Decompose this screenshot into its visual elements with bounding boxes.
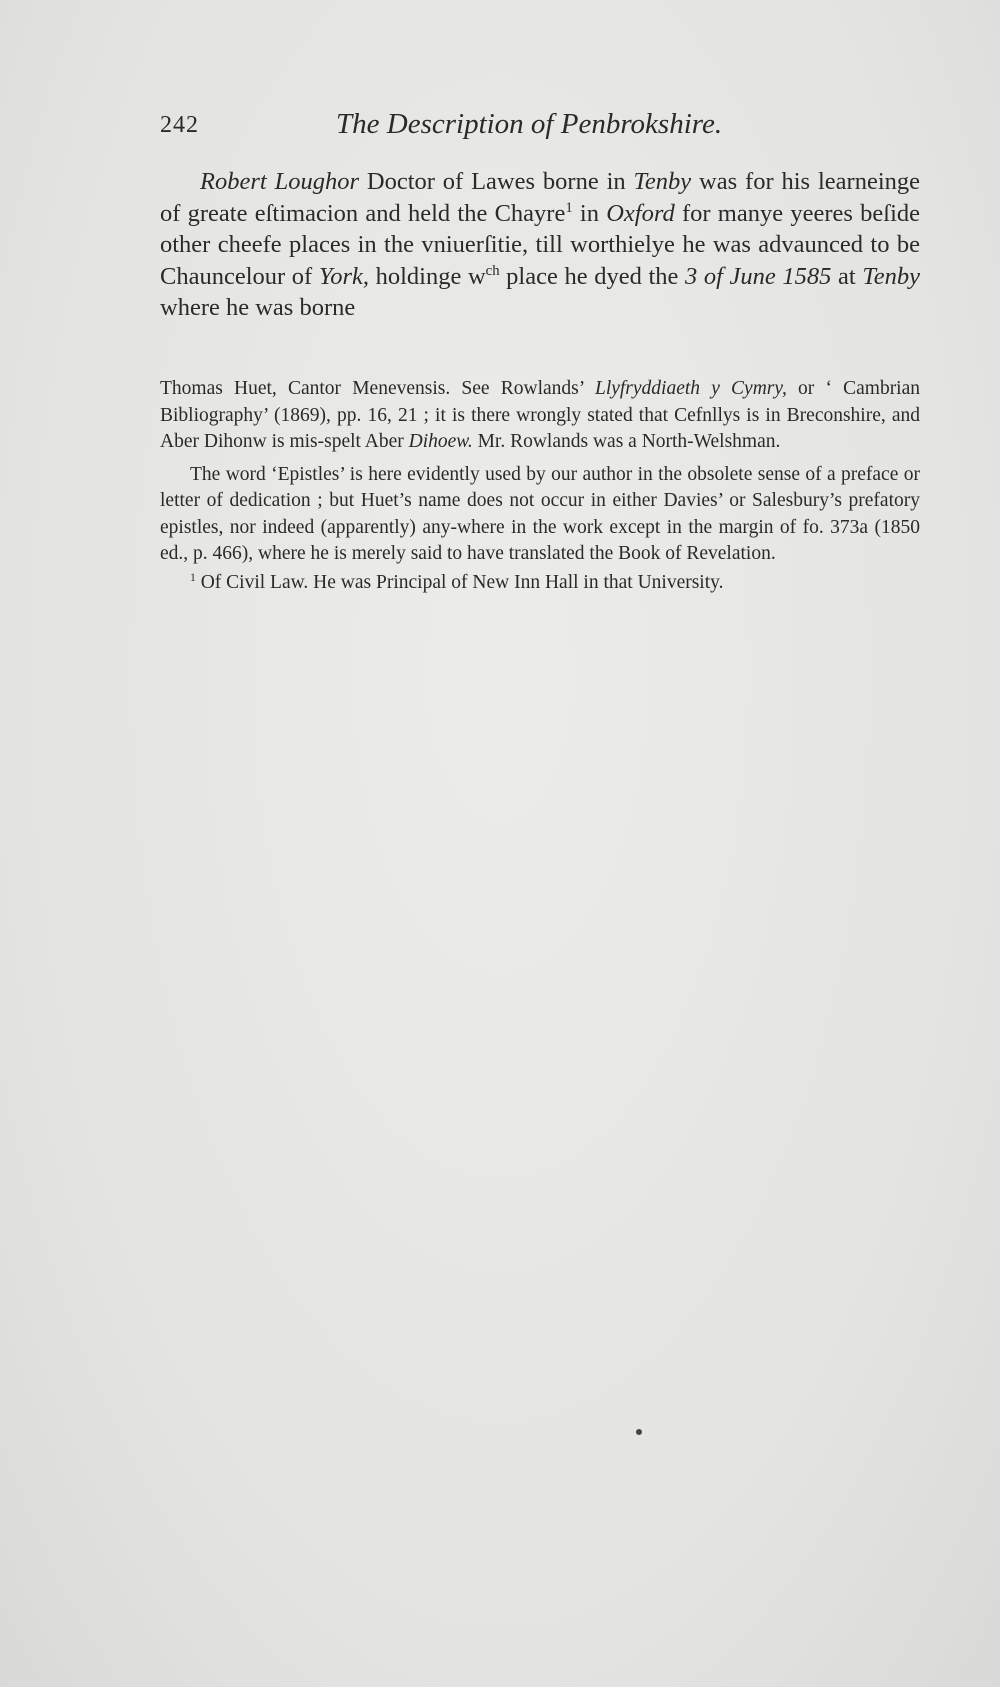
running-title: The Description of Penbrokshire. [336,108,723,140]
main-text-run: place he dyed the [499,262,686,290]
footnote-marker: 1 [190,570,196,584]
main-text-run: where he was borne [160,294,356,321]
note-paragraph [160,376,920,456]
main-paragraph [160,166,920,324]
footnote-text: Of Civil Law. He was Principal of New Inn Hall in that University. [195,571,724,593]
superscript-ch: ch [485,262,500,279]
footnote-ref: 1 [565,199,573,216]
note-text-run: Mr. Rowlands was a North-Welshman. [472,431,781,452]
note-text-run: Thomas Huet, Cantor Menevensis. See Rowlands’ [160,378,595,399]
ink-spot [636,1429,642,1435]
name-robert-loughor: Robert Loughor [200,168,359,195]
date: 3 of June 1585 [685,262,832,290]
book-title: Llyfryddiaeth y Cymry, [594,378,787,399]
main-text-run: at [831,262,863,290]
place-york: York, [318,262,369,290]
place-oxford: Oxford [606,199,675,227]
main-text-run: holdinge w [369,262,486,290]
main-text-run: Doctor of Lawes borne in [358,168,634,195]
note-text-run: or ‘ Cambrian Bibliography’ (1869), pp. 16, 21 ; it is there wrongly stated that Cefnllys is in Breconshire, and Aber Dihonw is mis-spelt Aber [160,378,921,452]
place-tenby: Tenby [633,168,692,195]
misspelling: Dihoew. [408,431,473,452]
place-tenby-2: Tenby [862,262,920,290]
page-header [160,108,760,148]
main-text-run: in [572,199,607,227]
notes-section [160,376,920,596]
footnote [160,570,920,597]
note-paragraph: The word ‘Epistles’ is here evidently used by our author in the obsolete sense of a preface or letter of dedication ; but Huet’s name does not occur in either Davies’ or Salesbury’s prefatory epistles, nor indeed (apparently) any-where in the work except in the margin of fo. 373a (1850 ed., p. 466), where he is merely said to have translated the Book of Revelation. [160,463,920,564]
main-text-run: was for his learneinge of greate eſtimacion and held the Chayre [160,168,920,227]
main-text-run: for manye yeeres beſide other cheefe places in the vniuerſitie, till worthielye he was advaunced to be Chauncelour of [160,199,920,290]
page-number: 242 [160,112,199,138]
